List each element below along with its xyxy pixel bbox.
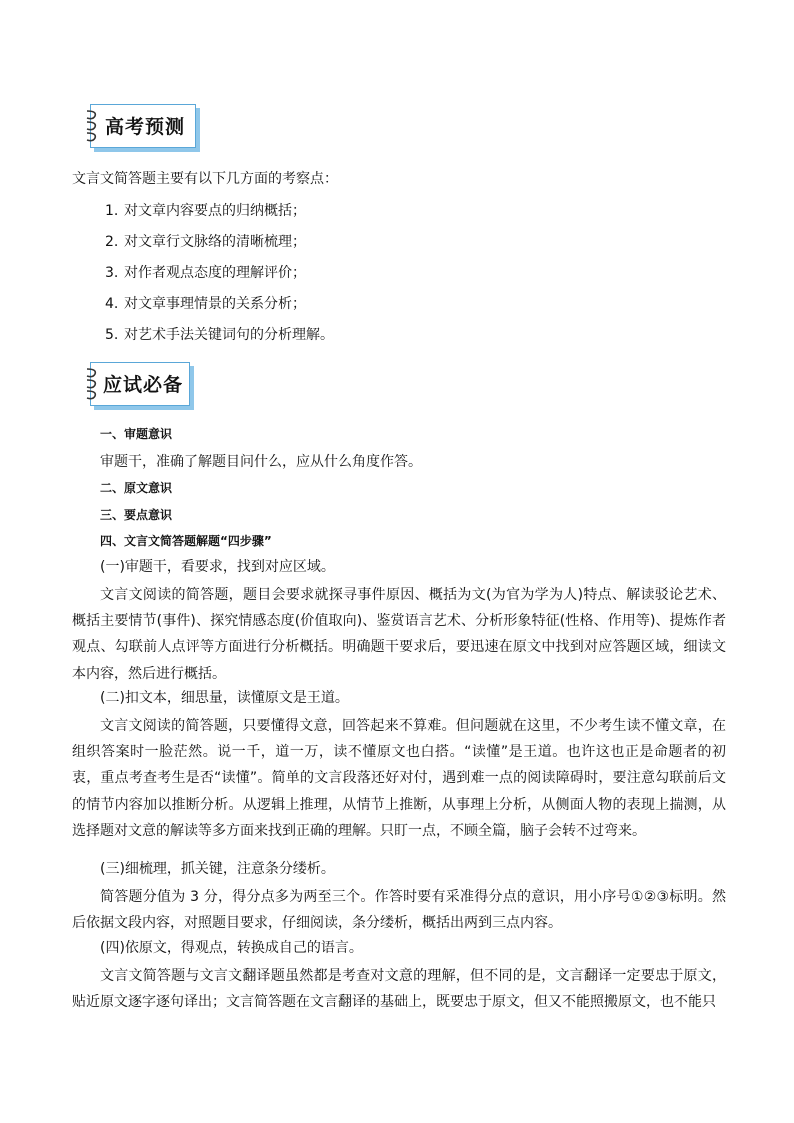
step-2-title: (二)扣文本，细思量，读懂原文是王道。 [100, 690, 349, 706]
heading-2: 二、原文意识 [100, 481, 173, 495]
heading-4: 四、文言文简答题解题“四步骤” [100, 534, 272, 548]
list-item: 5. 对艺术手法关键词句的分析理解。 [105, 327, 334, 343]
section-header-preparation [90, 362, 190, 406]
step-3-paragraph: 简答题分值为 3 分，得分点多为两至三个。作答时要有采准得分点的意识，用小序号①②③标明。然后依据文段内容，对照题目要求，仔细阅读，条分缕析，概括出两到三点内容。 [72, 889, 726, 932]
section-title: 应试必备 [103, 374, 184, 396]
step-1-paragraph: 文言文阅读的简答题，题目会要求就探寻事件原因、概括为文(为官为学为人)特点、解读驳论艺术、概括主要情节(事件)、探究情感态度(价值取向)、鉴赏语言艺术、分析形象特征(性格、作用等)、提炼作者观点、勾联前人点评等方面进行分析概括。明确题干要求后，要迅速在原文中找到对应答题区域，细读文本内容，然后进行概括。 [72, 587, 726, 682]
step-2-paragraph: 文言文阅读的简答题，只要懂得文意，回答起来不算难。但问题就在这里，不少考生读不懂文章，在组织答案时一脸茫然。说一千，道一万，读不懂原文也白搭。“读懂”是王道。也许这也正是命题者的初衷，重点考查考生是否“读懂”。简单的文言段落还好对付，遇到难一点的阅读障碍时，要注意勾联前后文的情节内容加以推断分析。从逻辑上推理，从情节上推断，从事理上分析，从侧面人物的表现上揣测，从选择题对文意的解读等多方面来找到正确的理解。只盯一点，不顾全篇，脑子会转不过弯来。 [72, 718, 726, 839]
list-item: 2. 对文章行文脉络的清晰梳理； [105, 234, 306, 250]
list-item: 4. 对文章事理情景的关系分析； [105, 296, 306, 312]
section-title: 高考预测 [105, 116, 186, 138]
intro-text: 文言文简答题主要有以下几方面的考察点： [72, 171, 338, 187]
list-item: 3. 对作者观点态度的理解评价； [105, 265, 306, 281]
heading-1-text: 审题干，准确了解题目问什么，应从什么角度作答。 [100, 454, 422, 470]
heading-3: 三、要点意识 [100, 508, 173, 522]
step-4-paragraph: 文言文简答题与文言文翻译题虽然都是考查对文意的理解，但不同的是，文言翻译一定要忠于原文，贴近原文逐字逐句译出；文言简答题在文言翻译的基础上，既要忠于原文，但又不能照搬原文，也不能只 [72, 968, 726, 1011]
spiral-binding-icon [83, 365, 101, 403]
step-3-title: (三)细梳理，抓关键，注意条分缕析。 [100, 861, 335, 877]
step-1-title: (一)审题干，看要求，找到对应区域。 [100, 559, 335, 575]
heading-1: 一、审题意识 [100, 427, 173, 441]
spiral-binding-icon [83, 107, 101, 145]
step-4-title: (四)依原文，得观点，转换成自己的语言。 [100, 940, 363, 956]
section-header-prediction [90, 104, 196, 148]
list-item: 1. 对文章内容要点的归纳概括； [105, 203, 306, 219]
